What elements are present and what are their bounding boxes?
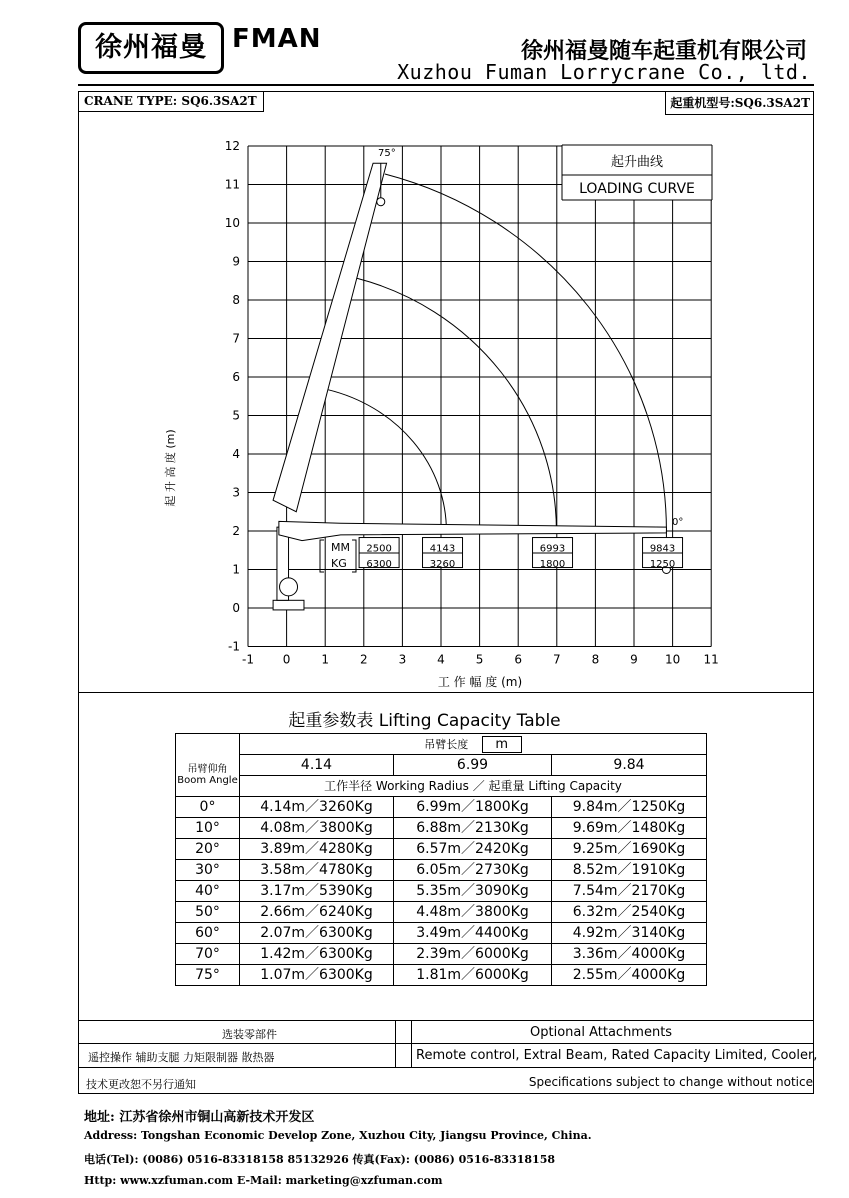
- x-axis-label: 工 作 幅 度 (m): [437, 675, 523, 689]
- attachments-items-cn: 遥控操作 辅助支腿 力矩限制器 散热器: [88, 1051, 275, 1064]
- angle-cell: 10°: [176, 818, 240, 839]
- x-tick-label: 3: [398, 652, 407, 667]
- horizontal-boom: [279, 521, 667, 540]
- attach-divider-2: [411, 1020, 412, 1067]
- angle-label-75: 75°: [378, 148, 396, 159]
- load-kg: 1250: [649, 558, 676, 570]
- attach-top-line: [78, 1020, 814, 1021]
- load-arc: [328, 390, 446, 531]
- attach-divider-1: [395, 1020, 396, 1067]
- capacity-cell: 3.58m／4780Kg: [240, 860, 394, 881]
- x-tick-label: -1: [242, 652, 254, 667]
- section-divider: [78, 692, 814, 693]
- company-name-en: Xuzhou Fuman Lorrycrane Co., ltd.: [397, 60, 811, 84]
- capacity-cell: 1.42m／6300Kg: [240, 944, 394, 965]
- attachments-title-cn: 选装零部件: [222, 1028, 277, 1041]
- note-cn: 技术更改恕不另行通知: [86, 1078, 196, 1091]
- y-tick-label: 11: [224, 177, 240, 192]
- load-kg: 6300: [366, 558, 392, 570]
- company-logo: 徐州福曼: [78, 22, 224, 74]
- lifting-capacity-table: [175, 733, 707, 986]
- angle-cell: 50°: [176, 902, 240, 923]
- capacity-cell: 3.89m／4280Kg: [240, 839, 394, 860]
- angle-cell: 70°: [176, 944, 240, 965]
- contact-web: Http: www.xzfuman.com E-Mail: marketing@xzfuman.com: [84, 1174, 443, 1187]
- raised-boom: [273, 163, 386, 512]
- kg-label: KG: [331, 557, 347, 570]
- x-tick-label: 0: [282, 652, 291, 667]
- table-row: [176, 923, 707, 944]
- angle-cell: 60°: [176, 923, 240, 944]
- y-tick-label: 2: [232, 524, 240, 538]
- header-divider: [78, 84, 814, 86]
- capacity-cell: 2.55m／4000Kg: [552, 965, 707, 986]
- angle-cell: 20°: [176, 839, 240, 860]
- capacity-cell: 4.14m／3260Kg: [240, 797, 394, 818]
- capacity-cell: 6.88m／2130Kg: [394, 818, 552, 839]
- boom-length-label: 吊臂长度: [424, 737, 469, 751]
- load-arc: [356, 278, 556, 531]
- angle-cell: 0°: [176, 797, 240, 818]
- hook-75: [377, 198, 385, 206]
- capacity-cell: 6.99m／1800Kg: [394, 797, 552, 818]
- length-col-3: 9.84: [552, 755, 707, 776]
- load-mm: 9843: [649, 543, 676, 555]
- load-arcs: [328, 174, 666, 531]
- attach-bottom-line: [78, 1067, 814, 1068]
- capacity-cell: 4.48m／3800Kg: [394, 902, 552, 923]
- capacity-cell: 1.07m／6300Kg: [240, 965, 394, 986]
- capacity-cell: 9.69m／1480Kg: [552, 818, 707, 839]
- table-title: 起重参数表 Lifting Capacity Table: [288, 711, 561, 731]
- table-subheader: 工作半径 Working Radius ／ 起重量 Lifting Capacity: [240, 776, 707, 797]
- x-tick-label: 8: [591, 652, 600, 667]
- y-tick-label: 7: [232, 331, 240, 346]
- x-tick-label: 10: [664, 652, 681, 667]
- x-tick-label: 4: [437, 652, 445, 667]
- y-tick-label: 10: [224, 216, 240, 230]
- capacity-cell: 1.81m／6000Kg: [394, 965, 552, 986]
- angle-header-en: Boom Angle: [177, 775, 238, 787]
- x-tick-label: 7: [552, 652, 561, 667]
- crane-type-en: CRANE TYPE: SQ6.3SA2T: [78, 91, 264, 112]
- capacity-cell: 2.39m／6000Kg: [394, 944, 552, 965]
- load-mm: 2500: [366, 543, 392, 555]
- capacity-cell: 2.66m／6240Kg: [240, 902, 394, 923]
- load-arc: [385, 174, 667, 531]
- capacity-cell: 3.36m／4000Kg: [552, 944, 707, 965]
- y-tick-label: 12: [224, 139, 240, 153]
- table-row: [176, 797, 707, 818]
- address-cn: 地址: 江苏省徐州市铜山高新技术开发区: [84, 1110, 315, 1125]
- y-tick-label: 5: [232, 408, 240, 423]
- y-tick-label: 4: [232, 447, 240, 461]
- note-en: Specifications subject to change without notice: [528, 1075, 813, 1089]
- capacity-cell: 4.08m／3800Kg: [240, 818, 394, 839]
- length-col-2: 6.99: [394, 755, 552, 776]
- brand-name: FMAN: [232, 24, 322, 54]
- capacity-cell: 8.52m／1910Kg: [552, 860, 707, 881]
- load-mm: 4143: [429, 543, 456, 555]
- table-row: [176, 965, 707, 986]
- mm-label: MM: [331, 541, 350, 554]
- capacity-cell: 2.07m／6300Kg: [240, 923, 394, 944]
- capacity-cell: 3.17m／5390Kg: [240, 881, 394, 902]
- attachments-title-en: Optional Attachments: [530, 1025, 673, 1040]
- x-tick-labels: [242, 653, 719, 667]
- y-tick-label: 1: [232, 562, 240, 577]
- angle-cell: 75°: [176, 965, 240, 986]
- y-tick-label: 3: [232, 485, 240, 500]
- length-col-1: 4.14: [240, 755, 394, 776]
- capacity-cell: 6.32m／2540Kg: [552, 902, 707, 923]
- capacity-cell: 6.57m／2420Kg: [394, 839, 552, 860]
- crane-type-cn: 起重机型号:SQ6.3SA2T: [665, 91, 814, 115]
- company-name-cn: 徐州福曼随车起重机有限公司: [520, 38, 807, 64]
- y-tick-labels: [225, 139, 240, 654]
- table-row: [176, 860, 707, 881]
- capacity-cell: 7.54m／2170Kg: [552, 881, 707, 902]
- chart-title: 起升曲线: [610, 155, 664, 170]
- angle-label-0: 0°: [672, 517, 684, 528]
- unit-box: m: [482, 736, 522, 753]
- y-axis-label: 起 升 高 度 (m): [164, 429, 177, 507]
- address-en: Address: Tongshan Economic Develop Zone, Xuzhou City, Jiangsu Province, China.: [84, 1129, 592, 1142]
- capacity-cell: 9.84m／1250Kg: [552, 797, 707, 818]
- contact-tel: 电话(Tel): (0086) 0516-83318158 85132926 传真(Fax): (0086) 0516-83318158: [84, 1153, 556, 1166]
- capacity-cell: 3.49m／4400Kg: [394, 923, 552, 944]
- x-tick-label: 5: [475, 652, 484, 667]
- capacity-cell: 6.05m／2730Kg: [394, 860, 552, 881]
- table-row: [176, 944, 707, 965]
- attach-mid-line: [78, 1043, 814, 1044]
- table-row: [176, 902, 707, 923]
- capacity-cell: 5.35m／3090Kg: [394, 881, 552, 902]
- attachments-items-en: Remote control, Extral Beam, Rated Capacity Limited, Cooler,: [416, 1048, 818, 1063]
- capacity-cell: 9.25m／1690Kg: [552, 839, 707, 860]
- capacity-cell: 4.92m／3140Kg: [552, 923, 707, 944]
- loading-curve-chart: [150, 130, 730, 690]
- angle-cell: 40°: [176, 881, 240, 902]
- x-tick-label: 2: [359, 652, 368, 667]
- load-kg: 1800: [539, 558, 566, 570]
- load-mm: 6993: [539, 543, 566, 555]
- y-tick-label: 9: [232, 254, 240, 269]
- y-tick-label: 6: [232, 370, 240, 384]
- y-tick-label: -1: [228, 639, 240, 654]
- chart-subtitle: LOADING CURVE: [579, 181, 695, 197]
- x-tick-label: 9: [630, 652, 638, 667]
- table-row: [176, 881, 707, 902]
- y-tick-label: 0: [232, 601, 240, 615]
- x-tick-label: 6: [514, 652, 523, 667]
- load-kg: 3260: [429, 558, 456, 570]
- x-tick-label: 11: [703, 652, 719, 667]
- x-tick-label: 1: [321, 652, 330, 667]
- table-row: [176, 839, 707, 860]
- y-tick-label: 8: [232, 293, 240, 307]
- crane-base: [273, 600, 304, 610]
- angle-header-cn: 吊臂仰角: [187, 764, 228, 776]
- angle-cell: 30°: [176, 860, 240, 881]
- crane-slewing: [280, 578, 298, 596]
- table-row: [176, 818, 707, 839]
